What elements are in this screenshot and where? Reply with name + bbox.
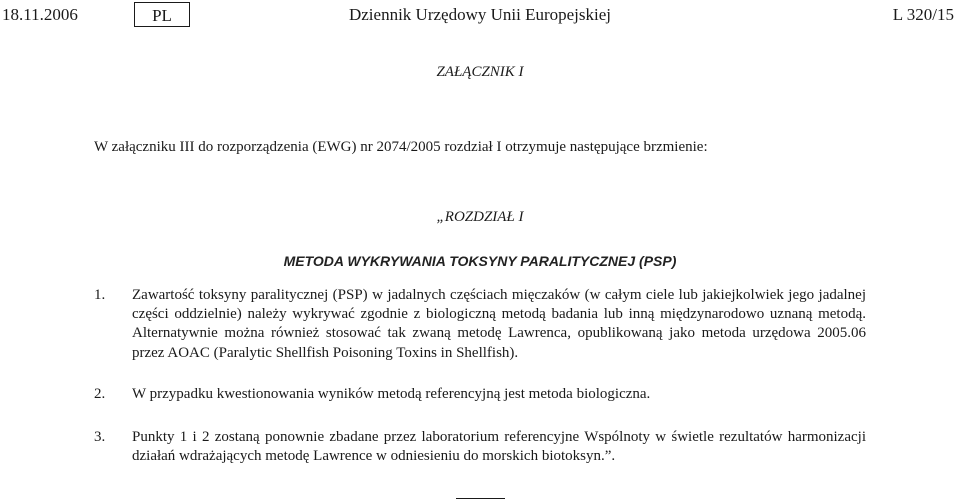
paragraph-1 bbox=[94, 286, 866, 363]
paragraph-number: 2. bbox=[94, 386, 106, 402]
journal-title: Dziennik Urzędowy Unii Europejskiej bbox=[348, 5, 611, 24]
intro-sentence: W załączniku III do rozporządzenia (EWG) nr 2074/2005 rozdział I otrzymuje następujące brzmienie: bbox=[94, 139, 708, 155]
page-header bbox=[0, 2, 960, 32]
paragraph-text: W przypadku kwestionowania wyników metodą referencyjną jest metoda biologiczna. bbox=[132, 386, 651, 402]
chapter-title: „ROZDZIAŁ I bbox=[436, 209, 524, 225]
paragraph-2 bbox=[94, 385, 866, 404]
publication-date: 18.11.2006 bbox=[2, 5, 78, 24]
paragraph-number: 3. bbox=[94, 429, 106, 445]
paragraph-text: Zawartość toksyny paralitycznej (PSP) w jadalnych częściach mięczaków (w całym ciele lub jakiejkolwiek jego jadalnej części oddzielnie) należy wykrywać zgodnie z biologiczną metodą badania lub inną międzynarodowo uznaną metodą. Alternatywnie można również stosować tak zwaną metodę Lawrenca, opublikowaną jako metoda urzędowa 2005.06 przez AOAC (Paralytic Shellfish Poisoning Toxins in Shellfish). bbox=[132, 287, 866, 361]
language-code-box: PL bbox=[134, 2, 190, 27]
paragraph-number: 1. bbox=[94, 287, 106, 303]
annex-title: ZAŁĄCZNIK I bbox=[436, 64, 524, 80]
page-number: L 320/15 bbox=[892, 5, 954, 24]
paragraph-text: Punkty 1 i 2 zostaną ponownie zbadane przez laboratorium referencyjne Wspólnoty w świetle rezultatów harmonizacji działań wdrażających metodę Lawrence w odniesieniu do morskich biotoksyn.”. bbox=[132, 429, 866, 465]
method-title: METODA WYKRYWANIA TOKSYNY PARALITYCZNEJ (PSP) bbox=[283, 253, 677, 269]
paragraph-3 bbox=[94, 428, 866, 466]
footnote-divider bbox=[456, 498, 505, 499]
